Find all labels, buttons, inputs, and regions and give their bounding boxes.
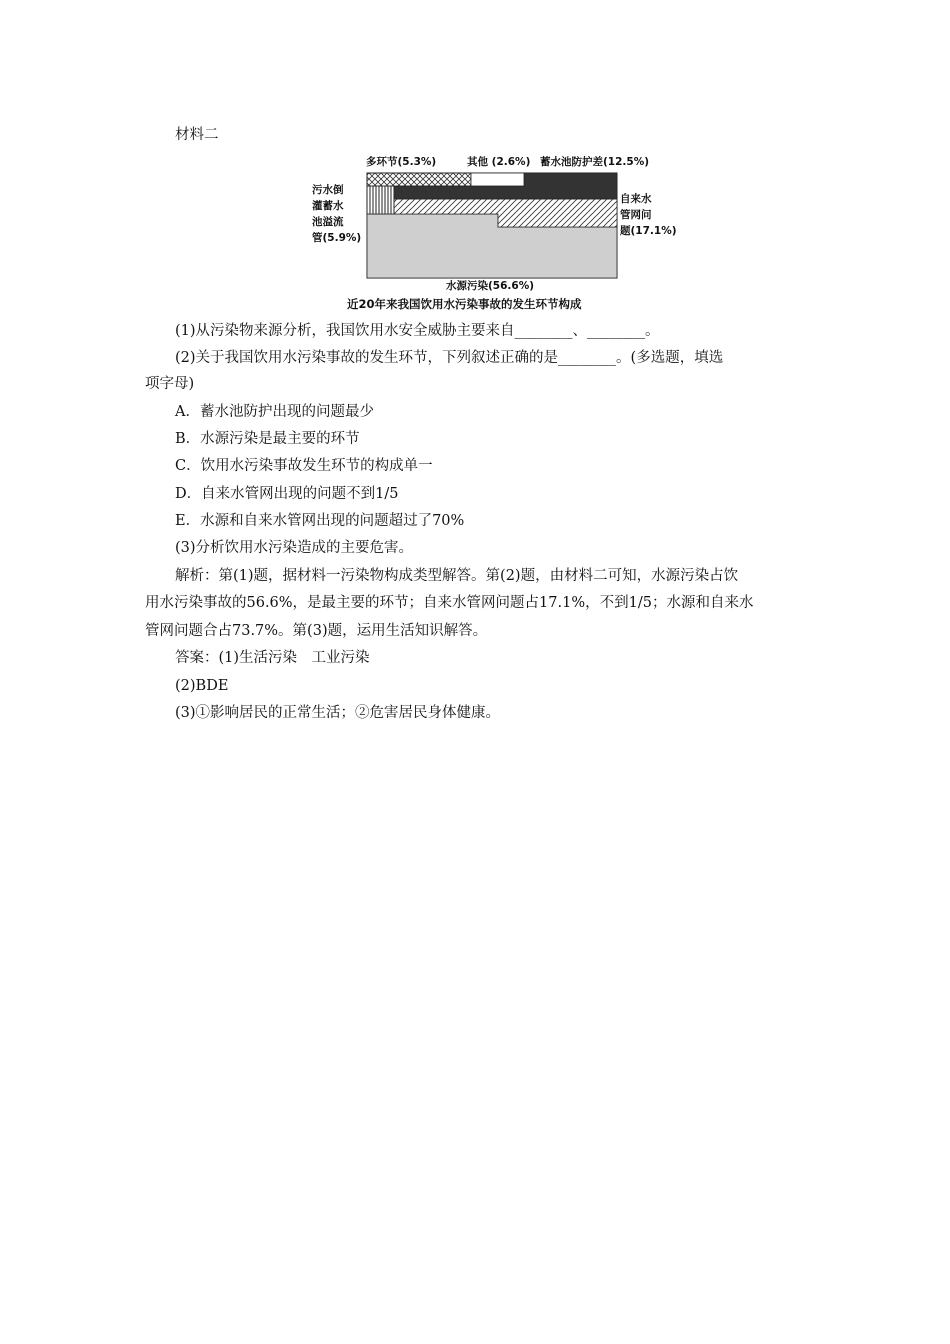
question-2-line-1: (2)关于我国饮用水污染事故的发生环节，下列叙述正确的是________。(多选题，填选 (175, 350, 724, 366)
label-backflow-4: 管(5.9%) (312, 232, 362, 244)
analysis-line-1: 解析：第(1)题，据材料一污染物构成类型解答。第(2)题，由材料二可知，水源污染占饮 (175, 568, 739, 584)
pollution-stage-chart (312, 152, 677, 314)
label-backflow-1: 污水倒 (312, 184, 344, 196)
label-backflow-3: 池溢流 (312, 216, 344, 228)
option-c: C．饮用水污染事故发生环节的构成单一 (175, 458, 433, 474)
label-reservoir: 蓄水池防护差(12.5%) (540, 156, 650, 168)
analysis-line-2: 用水污染事故的56.6%，是最主要的环节；自来水管网问题占17.1%，不到1/5；水源和自来水 (145, 595, 754, 611)
label-pipe-1: 自来水 (620, 193, 652, 205)
label-water-source: 水源污染(56.6%) (446, 280, 535, 292)
material-title: 材料二 (175, 127, 219, 143)
option-d: D．自来水管网出现的问题不到1/5 (175, 486, 399, 502)
label-other: 其他 (2.6%) (467, 156, 531, 168)
option-b: B．水源污染是最主要的环节 (175, 431, 360, 447)
segment-other (471, 173, 524, 186)
question-2-line-2: 项字母) (145, 376, 195, 392)
label-backflow-2: 灌蓄水 (312, 200, 344, 212)
label-pipe-2: 管网问 (620, 209, 652, 221)
chart-caption: 近20年来我国饮用水污染事故的发生环节构成 (347, 297, 582, 311)
label-pipe-3: 题(17.1%) (620, 225, 677, 237)
option-a: A．蓄水池防护出现的问题最少 (175, 404, 374, 420)
question-1: (1)从污染物来源分析，我国饮用水安全威胁主要来自________、________。 (175, 323, 660, 339)
segment-backflow (367, 186, 394, 214)
analysis-line-3: 管网问题合占73.7%。第(3)题，运用生活知识解答。 (145, 623, 488, 639)
question-3: (3)分析饮用水污染造成的主要危害。 (175, 540, 414, 556)
label-multi: 多环节(5.3%) (366, 156, 437, 168)
option-e: E．水源和自来水管网出现的问题超过了70% (175, 513, 465, 529)
answer-line-2: (2)BDE (175, 678, 229, 694)
segment-multi (367, 173, 471, 186)
answer-line-1: 答案：(1)生活污染 工业污染 (175, 650, 370, 666)
answer-line-3: (3)①影响居民的正常生活；②危害居民身体健康。 (175, 705, 501, 721)
